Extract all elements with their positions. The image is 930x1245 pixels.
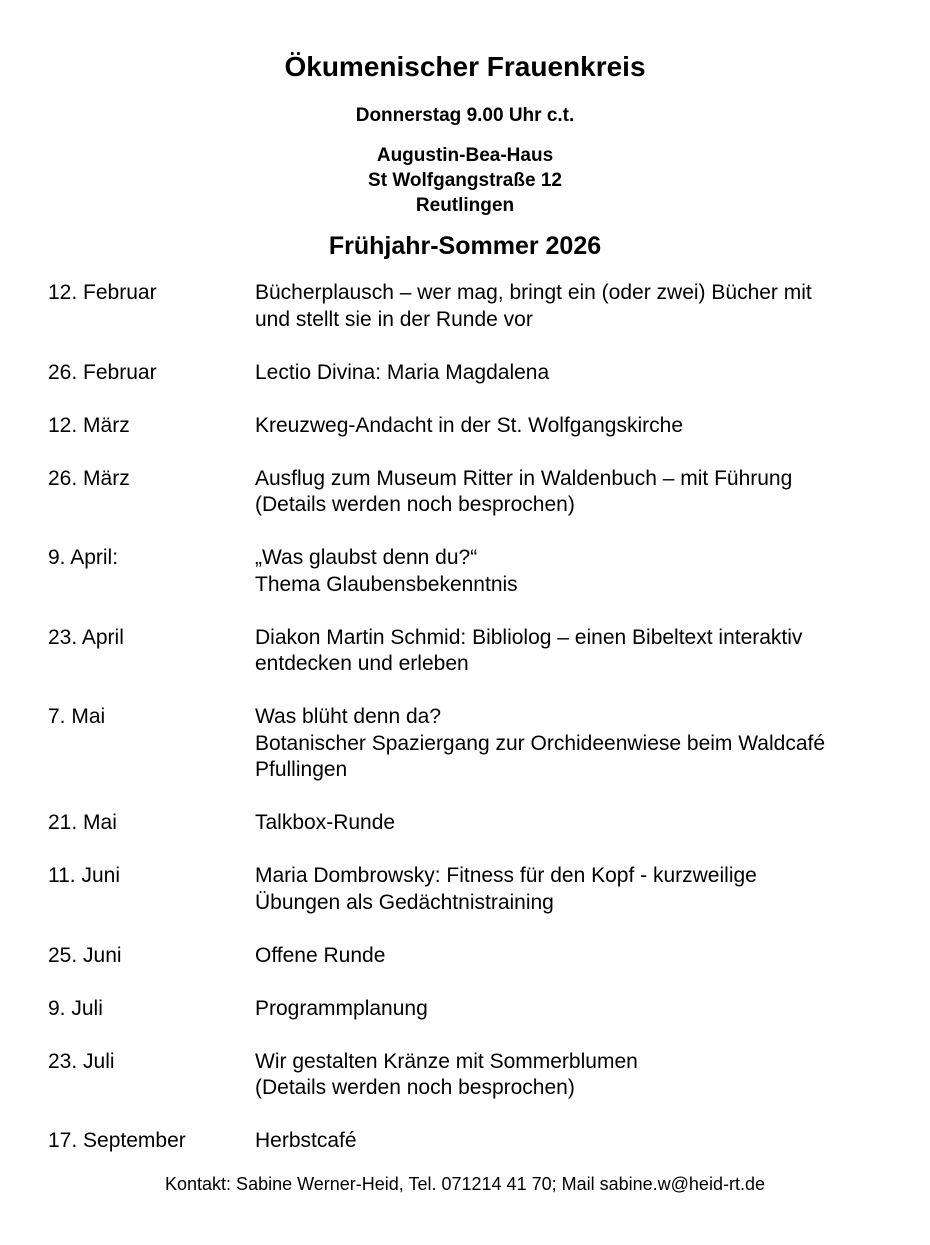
- event-description: [255, 1049, 908, 1102]
- event-description-line: Programmplanung: [255, 996, 428, 1020]
- event-date: 23. April: [48, 625, 124, 649]
- event-description-line: Herbstcafé: [255, 1129, 357, 1152]
- event-description: [255, 943, 908, 970]
- event-row: [48, 413, 908, 440]
- event-description-line: Was blüht denn da?: [255, 705, 442, 728]
- event-description-line: „Was glaubst denn du?“: [255, 546, 478, 569]
- event-row: [48, 280, 908, 333]
- event-date: 11. Juni: [48, 864, 120, 887]
- event-row: [48, 545, 908, 598]
- event-row: [48, 1049, 908, 1102]
- event-row: [48, 996, 908, 1023]
- address-line: St Wolfgangstraße 12: [368, 170, 562, 191]
- event-row: [48, 1128, 908, 1155]
- event-description: [255, 996, 908, 1023]
- event-description: [255, 704, 908, 784]
- event-date: 12. März: [48, 413, 130, 437]
- event-description: [255, 413, 908, 440]
- event-description-line: Botanischer Spaziergang zur Orchideenwiese beim Waldcafé: [255, 731, 826, 755]
- event-description-line: (Details werden noch besprochen): [255, 493, 575, 516]
- event-description: [255, 863, 908, 916]
- event-date: 26. März: [48, 466, 130, 490]
- event-row: [48, 704, 908, 784]
- event-description-line: Bücherplausch – wer mag, bringt ein (oder zwei) Bücher mit: [255, 281, 812, 304]
- event-row: [48, 943, 908, 970]
- event-date: 25. Juni: [48, 943, 122, 967]
- event-description-line: (Details werden noch besprochen): [255, 1076, 575, 1099]
- event-date: 23. Juli: [48, 1049, 115, 1073]
- event-description-line: Lectio Divina: Maria Magdalena: [255, 360, 550, 384]
- event-date: 7. Mai: [48, 705, 106, 728]
- event-description-line: Wir gestalten Kränze mit Sommerblumen: [255, 1049, 638, 1073]
- event-date: 12. Februar: [48, 281, 157, 304]
- event-description: [255, 625, 908, 678]
- event-description-line: Thema Glaubensbekenntnis: [255, 572, 518, 596]
- event-description-line: Kreuzweg-Andacht in der St. Wolfgangskirche: [255, 413, 683, 437]
- event-description: [255, 280, 908, 333]
- event-description: [255, 810, 908, 837]
- event-row: [48, 810, 908, 837]
- event-description-line: Offene Runde: [255, 943, 386, 967]
- event-description: [255, 1128, 908, 1155]
- meeting-address: [0, 143, 930, 218]
- event-description-line: Diakon Martin Schmid: Bibliolog – einen Bibeltext interaktiv: [255, 625, 803, 649]
- event-description-line: Pfullingen: [255, 758, 348, 781]
- meeting-time: Donnerstag 9.00 Uhr c.t.: [355, 105, 575, 126]
- event-list: [48, 280, 908, 1181]
- event-date: 26. Februar: [48, 360, 157, 384]
- event-description-line: und stellt sie in der Runde vor: [255, 307, 533, 331]
- season-heading: Frühjahr-Sommer 2026: [328, 232, 602, 260]
- event-row: [48, 360, 908, 387]
- event-row: [48, 863, 908, 916]
- event-date: 21. Mai: [48, 811, 117, 834]
- address-line: Augustin-Bea-Haus: [376, 145, 554, 166]
- event-row: [48, 466, 908, 519]
- contact-line: Kontakt: Sabine Werner-Heid, Tel. 071214 41 70; Mail sabine.w@heid-rt.de: [165, 1174, 765, 1194]
- event-description-line: Maria Dombrowsky: Fitness für den Kopf - kurzweilige: [255, 864, 757, 887]
- event-description-line: Ausflug zum Museum Ritter in Waldenbuch – mit Führung: [255, 466, 793, 490]
- event-description-line: Übungen als Gedächtnistraining: [255, 890, 554, 914]
- document-title: Ökumenischer Frauenkreis: [284, 51, 646, 82]
- event-description: [255, 545, 908, 598]
- event-date: 9. Juli: [48, 996, 103, 1020]
- event-description-line: Talkbox-Runde: [255, 811, 396, 834]
- event-description: [255, 360, 908, 387]
- address-line: Reutlingen: [415, 195, 515, 216]
- event-description-line: entdecken und erleben: [255, 652, 469, 675]
- event-date: 9. April:: [48, 546, 119, 569]
- event-description: [255, 466, 908, 519]
- event-date: 17. September: [48, 1129, 186, 1152]
- event-row: [48, 625, 908, 678]
